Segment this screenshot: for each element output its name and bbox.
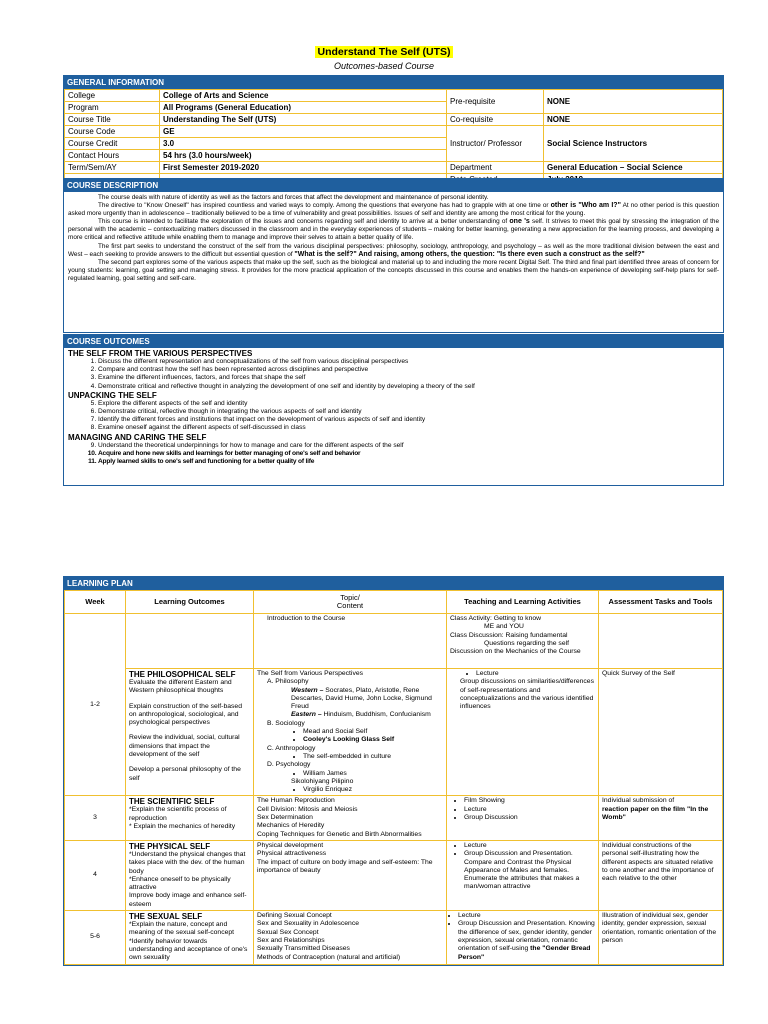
college-value: College of Arts and Science bbox=[160, 90, 447, 102]
topic-line: Coping Techniques for Genetic and Birth Abnormalities bbox=[257, 830, 422, 838]
document-title: Understand The Self (UTS) bbox=[317, 46, 451, 58]
list-item: 9. Understand the theoretical underpinnings for how to manage and care for the different aspects of the self bbox=[98, 442, 719, 450]
list-item: 1. Discuss the different representation and conceptualizations of the self from various disciplinal perspectives bbox=[98, 358, 719, 366]
activity-list bbox=[450, 670, 595, 678]
coreq-value: NONE bbox=[544, 114, 723, 126]
list-item: 5. Explore the different aspects of the self and identity bbox=[98, 400, 719, 408]
course-outcomes-header: COURSE OUTCOMES bbox=[64, 335, 723, 348]
col-topic bbox=[254, 591, 447, 614]
activity-line: Group discussions on similarities/differences of self-representations and conceptualizations and the various identified influences bbox=[460, 678, 594, 711]
outcome-text: *Understand the physical changes that takes place with the dev. of the human body bbox=[129, 850, 246, 875]
outcomes-cell bbox=[126, 840, 254, 910]
course-description-header: COURSE DESCRIPTION bbox=[64, 179, 723, 192]
activity-line: Class Activity: Getting to know bbox=[450, 615, 542, 622]
document-title-block bbox=[0, 42, 768, 71]
topic-cell bbox=[254, 911, 447, 964]
outcome-title: THE PHYSICAL SELF bbox=[129, 841, 211, 851]
document-subtitle: Outcomes-based Course bbox=[333, 61, 435, 71]
outcome-section-title: MANAGING AND CARING THE SELF bbox=[68, 432, 207, 442]
table-row bbox=[65, 162, 723, 174]
col-topic-line: Content bbox=[336, 601, 364, 610]
outcome-section-title: THE SELF FROM THE VARIOUS PERSPECTIVES bbox=[68, 349, 253, 358]
list-item: • Group Discussion and Presentation. Compare and Contrast the Physical Appearance of Males and females. Enumerate the attributes that makes a man/woman attractive bbox=[464, 850, 595, 891]
week-cell: 4 bbox=[65, 840, 126, 910]
topic-line: Sex Determination bbox=[257, 814, 313, 822]
list-item: • Group Discussion bbox=[464, 814, 595, 822]
topic-line: C. Anthropology bbox=[267, 744, 316, 752]
week-cell: 3 bbox=[65, 796, 126, 840]
text-span: At no other period is this question asked more urgently than in adolescence – traditionally believed to be a time of vulnerability and great possibilities. Issues of self and identity are among the most critical for the young. bbox=[68, 202, 719, 218]
description-paragraph bbox=[68, 218, 719, 242]
topic-line: Physical attractiveness bbox=[257, 850, 327, 858]
week-cell: 5-6 bbox=[65, 911, 126, 964]
topic-sublist bbox=[257, 753, 443, 761]
topic-line: Mechanics of Heredity bbox=[257, 822, 325, 830]
activity-line: ME and YOU bbox=[484, 623, 524, 631]
col-learning-outcomes: Learning Outcomes bbox=[126, 591, 254, 614]
outcome-title: THE PHILOSOPHICAL SELF bbox=[129, 670, 236, 679]
table-row bbox=[65, 614, 723, 669]
text-emphasis: "What is the self?" And raising, among others, the question: "Is there even such a construct as the self?" bbox=[294, 250, 645, 258]
topic-line: A. Philosophy bbox=[267, 678, 309, 686]
outcomes-cell bbox=[126, 911, 254, 964]
text-emphasis: Western – bbox=[291, 686, 324, 694]
description-paragraph: The course deals with nature of identity as well as the factors and forces that affect the development and maintenance of personal identity. bbox=[98, 194, 489, 201]
learning-plan-header: LEARNING PLAN bbox=[64, 577, 723, 590]
col-topic-line: Topic/ bbox=[340, 593, 360, 602]
outcomes-cell bbox=[126, 796, 254, 840]
outcomes-cell bbox=[126, 669, 254, 796]
list-item: • Lecture bbox=[476, 670, 595, 678]
topic-line: Physical development bbox=[257, 841, 324, 849]
table-row bbox=[65, 669, 723, 796]
topic-cell bbox=[254, 669, 447, 796]
topic-line: Introduction to the Course bbox=[267, 615, 346, 622]
text-emphasis: one 's bbox=[509, 218, 530, 226]
activity-list bbox=[450, 912, 595, 962]
topic-line: Sexually Transmitted Diseases bbox=[257, 945, 350, 953]
topic-sublist bbox=[257, 728, 443, 745]
activity-line: Discussion on the Mechanics of the Course bbox=[450, 648, 581, 656]
activity-line: Questions regarding the self bbox=[484, 639, 570, 647]
activities-cell bbox=[447, 614, 599, 669]
assessment-line: Individual submission of bbox=[602, 797, 675, 805]
instructor-label: Instructor/ Professor bbox=[447, 126, 544, 162]
table-header-row bbox=[65, 591, 723, 614]
program-label: Program bbox=[65, 102, 160, 114]
outcomes-cell bbox=[126, 614, 254, 669]
text-emphasis: the "Gender Bread Person" bbox=[458, 945, 591, 961]
col-assessment: Assessment Tasks and Tools bbox=[599, 591, 723, 614]
table-row bbox=[65, 911, 723, 964]
outcome-text: Improve body image and enhance self-esteem bbox=[129, 892, 247, 908]
assessment-cell bbox=[599, 614, 723, 669]
course-description-section bbox=[63, 178, 724, 333]
topic-line: The impact of culture on body image and self-esteem: The importance of beauty bbox=[257, 858, 433, 874]
spacer bbox=[129, 727, 250, 734]
list-item bbox=[458, 920, 595, 961]
text-span: Group Discussion and Presentation. Knowing the difference of sex, gender identity, gender expression, sexual orientation, romantic orientation of self-using bbox=[458, 920, 595, 953]
topic-line: Sexual Sex Concept bbox=[257, 928, 319, 936]
topic-line: The Self from Various Perspectives bbox=[257, 670, 364, 677]
instructor-value: Social Science Instructors bbox=[544, 126, 723, 162]
list-item: • The self-embedded in culture bbox=[303, 753, 443, 761]
outcome-text: *Explain the nature, concept and meaning of the sexual self-concept bbox=[129, 921, 235, 937]
table-row bbox=[65, 126, 723, 138]
topic-line: Cell Division: Mitosis and Meiosis bbox=[257, 805, 358, 813]
coreq-label: Co-requisite bbox=[447, 114, 544, 126]
outcome-text: Develop a personal philosophy of the self bbox=[129, 766, 241, 782]
outcome-text: Evaluate the different Eastern and Western philosophical thoughts bbox=[129, 679, 232, 695]
general-information-section bbox=[63, 75, 724, 187]
list-item: 11. Apply learned skills to one's self and functioning for a better quality of life bbox=[98, 458, 719, 466]
list-item: • Lecture bbox=[458, 912, 595, 920]
topic-sublist bbox=[257, 786, 443, 794]
assessment-cell: Illustration of individual sex, gender identity, gender expression, sexual orientation, romantic orientation of the person bbox=[599, 911, 723, 964]
spacer bbox=[129, 759, 250, 766]
prereq-value: NONE bbox=[544, 90, 723, 114]
topic-line: The Human Reproduction bbox=[257, 797, 335, 805]
course-title-value: Understanding The Self (UTS) bbox=[160, 114, 447, 126]
topic-line: D. Psychology bbox=[267, 761, 311, 769]
assessment-cell: Individual constructions of the personal self-illustrating how the different aspects are situated relative to one another and the importance of each relative to the other bbox=[599, 840, 723, 910]
topic-line: Sex and Sexuality in Adolescence bbox=[257, 920, 360, 928]
outcome-text: Explain construction of the self-based on anthropological, sociological, and psychological perspectives bbox=[129, 702, 242, 727]
topic-sublist bbox=[257, 770, 443, 778]
list-item: • Cooley's Looking Glass Self bbox=[303, 736, 443, 744]
college-label: College bbox=[65, 90, 160, 102]
text-span: self. It strives to meet this goal by stressing the integration of the personal with the academic – contextualizing matters discussed in the classroom and in the everyday experiences of students – making for better learning, generating a new appreciation for the learning process, and developing a more critical and reflective attitude while enabling them to manage and improve their selves to attain a better quality of life. bbox=[68, 218, 720, 242]
outcome-section-title: UNPACKING THE SELF bbox=[68, 390, 157, 400]
outcome-text: *Explain the scientific process of reproduction bbox=[129, 806, 227, 822]
col-activities: Teaching and Learning Activities bbox=[447, 591, 599, 614]
contact-hours-value: 54 hrs (3.0 hours/week) bbox=[160, 150, 447, 162]
list-item: • Lecture bbox=[464, 842, 595, 850]
text-emphasis: other is "Who am I?" bbox=[550, 202, 621, 210]
department-value: General Education – Social Science bbox=[544, 162, 723, 174]
week-cell: 1-2 bbox=[65, 614, 126, 796]
list-item: 10. Acquire and hone new skills and learnings for better managing of one's self and behavior bbox=[98, 450, 719, 458]
activities-cell bbox=[447, 911, 599, 964]
list-item: • Mead and Social Self bbox=[303, 728, 443, 736]
outcome-text: *Identify behavior towards understanding and acceptance of one's own sexuality bbox=[129, 937, 248, 962]
contact-hours-label: Contact Hours bbox=[65, 150, 160, 162]
description-paragraph bbox=[68, 202, 719, 218]
assessment-line: reaction paper on the film "In the Womb" bbox=[602, 805, 709, 822]
text-emphasis: Eastern – bbox=[291, 711, 322, 719]
list-item: 7. Identify the different forces and institutions that impact on the development of various aspects of self and identity bbox=[98, 416, 719, 424]
list-item: • Lecture bbox=[464, 806, 595, 814]
topic-cell bbox=[254, 614, 447, 669]
table-row bbox=[65, 796, 723, 840]
description-paragraph: The second part explores some of the various aspects that make up the self, such as the biological and material up to and including the more recent Digital Self. The third and final part identified three areas of concern for young students: learning, goal setting and managing stress. It provides for the more practical application of the concepts discussed in this course and enables them the hands-on experience of developing self-help plans for self-regulated learning, goal setting and self-care. bbox=[68, 258, 719, 282]
topic-cell bbox=[254, 796, 447, 840]
activities-cell bbox=[447, 796, 599, 840]
outcome-list bbox=[68, 358, 719, 391]
text-span: Socrates, Plato, Aristotle, Rene Descartes, David Hume, John Locke, Sigmund Freud bbox=[291, 686, 432, 711]
course-credit-label: Course Credit bbox=[65, 138, 160, 150]
outcome-title: THE SCIENTIFIC SELF bbox=[129, 797, 215, 807]
outcome-text: *Enhance oneself to be physically attractive bbox=[129, 875, 231, 892]
department-label: Department bbox=[447, 162, 544, 174]
list-item: 3. Examine the different influences, factors, and forces that shape the self bbox=[98, 374, 719, 382]
activity-line: Class Discussion: Raising fundamental bbox=[450, 631, 568, 639]
text-span: This course is intended to facilitate the exploration of the issues and concerns regarding self and identity to arrive at a better understanding of bbox=[98, 218, 508, 226]
outcome-text: Review the individual, social, cultural dimensions that impact the development of the self bbox=[129, 734, 240, 759]
table-row bbox=[65, 114, 723, 126]
outcome-text: * Explain the mechanics of heredity bbox=[129, 823, 236, 831]
course-code-value: GE bbox=[160, 126, 447, 138]
list-item: 4. Demonstrate critical and reflective thought in analyzing the development of one self and identity by developing a theory of the self bbox=[98, 383, 719, 391]
learning-plan-section bbox=[63, 576, 724, 966]
spacer bbox=[129, 696, 250, 703]
col-week: Week bbox=[65, 591, 126, 614]
course-code-label: Course Code bbox=[65, 126, 160, 138]
activities-cell bbox=[447, 669, 599, 796]
outcome-list bbox=[68, 442, 719, 467]
activity-list bbox=[450, 797, 595, 822]
topic-line bbox=[257, 711, 443, 719]
list-item: • Virgilio Enriquez bbox=[303, 786, 443, 794]
general-information-header: GENERAL INFORMATION bbox=[64, 76, 723, 89]
list-item: 8. Examine oneself against the different aspects of self-discussed in class bbox=[98, 424, 719, 432]
course-outcomes-section bbox=[63, 334, 724, 486]
learning-plan-table bbox=[64, 590, 723, 965]
outcome-list bbox=[68, 400, 719, 433]
prereq-label: Pre-requisite bbox=[447, 90, 544, 114]
assessment-cell bbox=[599, 796, 723, 840]
course-credit-value: 3.0 bbox=[160, 138, 447, 150]
list-item: 2. Compare and contrast how the self has been represented across disciplines and perspective bbox=[98, 366, 719, 374]
topic-line: Sikolohiyang Pilipino bbox=[291, 777, 354, 785]
general-information-table bbox=[64, 89, 723, 186]
term-label: Term/Sem/AY bbox=[65, 162, 160, 174]
text-span: Hinduism, Buddhism, Confucianism bbox=[323, 711, 431, 719]
list-item: • Film Showing bbox=[464, 797, 595, 805]
table-row bbox=[65, 840, 723, 910]
list-item: 6. Demonstrate critical, reflective though in integrating the various aspects of self and identity bbox=[98, 408, 719, 416]
course-description-body bbox=[64, 192, 723, 285]
outcome-title: THE SEXUAL SELF bbox=[129, 912, 203, 922]
term-value: First Semester 2019-2020 bbox=[160, 162, 447, 174]
program-value: All Programs (General Education) bbox=[160, 102, 447, 114]
course-outcomes-body bbox=[64, 348, 723, 467]
table-row bbox=[65, 90, 723, 102]
text-span: The first part seeks to understand the construct of the self from the various disciplinal perspectives: philosophy, sociology, anthropology, and psychology – as well as the more traditional division between the east and West – each seeking to provide answers to the difficult but essential question of bbox=[68, 242, 719, 258]
text-span: The directive to "Know Oneself" has inspired countless and varied ways to comply. Among the questions that everyone has had to grapple with at one time or bbox=[98, 202, 549, 210]
description-paragraph bbox=[68, 243, 719, 259]
assessment-cell: Quick Survey of the Self bbox=[599, 669, 723, 796]
topic-line bbox=[257, 687, 443, 712]
topic-line: Sex and Relationships bbox=[257, 936, 325, 944]
list-item: • William James bbox=[303, 770, 443, 778]
activities-cell bbox=[447, 840, 599, 910]
activity-list bbox=[450, 842, 595, 892]
course-title-label: Course Title bbox=[65, 114, 160, 126]
topic-line: B. Sociology bbox=[267, 719, 305, 727]
topic-line: Methods of Contraception (natural and artificial) bbox=[257, 953, 401, 961]
topic-cell bbox=[254, 840, 447, 910]
topic-line: Defining Sexual Concept bbox=[257, 912, 332, 920]
